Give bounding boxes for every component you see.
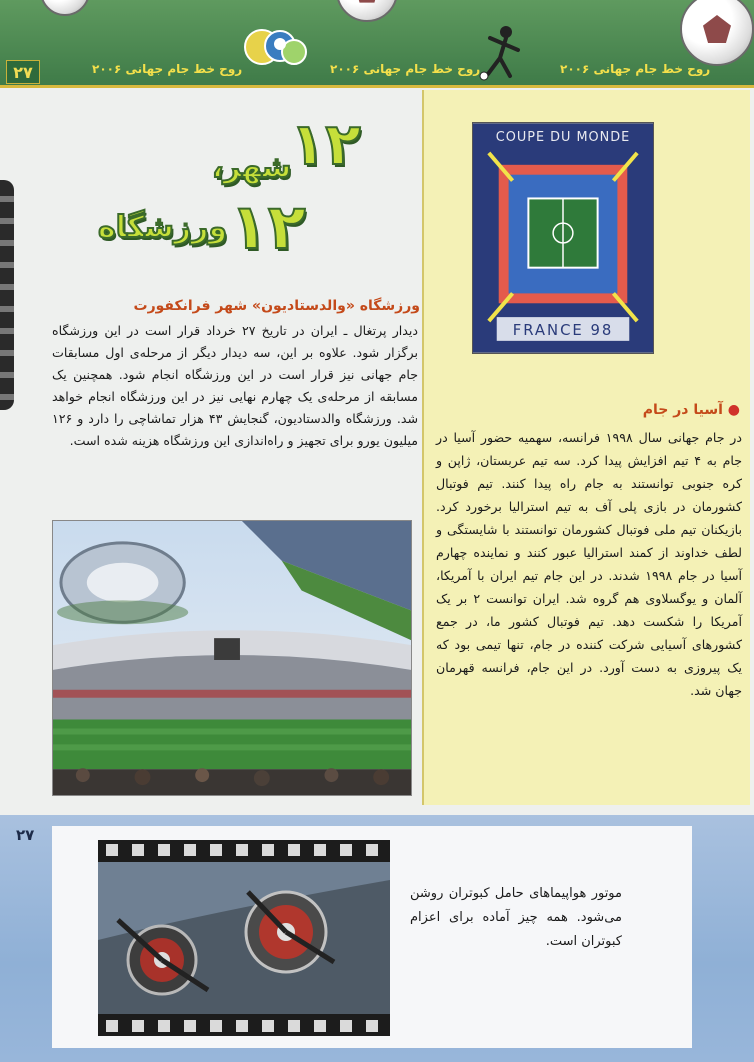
page-header [0, 0, 754, 88]
title-line1-word: شهر، [212, 150, 292, 185]
soccer-ball-icon [680, 0, 754, 66]
stadium-article-body: دیدار پرتغال ـ ایران در تاریخ ۲۷ خرداد قرار است در این ورزشگاه برگزار شود. علاوه بر این، سه دیدار دیگر از مرحله‌ی اول مسابقات جام جهانی نیز قرار است در این ورزشگاه انجام شود. همچنین یک مسابقه از مرحله‌ی یک چهارم نهایی نیز در این ورزشگاه انجام خواهد شد. ورزشگاه والدستادیون، گنجایش ۴۳ هزار تماشاچی را دارد و ۱۲۶ میلیون یورو برای تجهیز و راه‌اندازی این ورزشگاه هزینه شده است. [52, 323, 419, 448]
title-line2-number: ۱۲ [230, 190, 306, 263]
stadium-photo [52, 520, 412, 796]
title-line1-number: ۱۲ [290, 110, 361, 178]
asia-article-heading [440, 402, 740, 418]
poster-bottom-text: FRANCE 98 [512, 321, 614, 339]
bottom-caption: موتور هواپیماهای حامل کبوتران روشن می‌شود. همه چیز آماده برای اعزام کبوتران است. [410, 886, 622, 949]
asia-heading-text: آسیا در جام [642, 402, 723, 418]
soccer-ball-icon [40, 0, 90, 16]
bullet-icon: ● [727, 402, 740, 418]
soccer-ball-icon [336, 0, 398, 22]
page-number: ۲۷ [6, 60, 40, 84]
world-cup-logo-icon [240, 22, 310, 72]
stadium-article-heading: ورزشگاه «والدستادیون» شهر فرانکفورت [133, 298, 420, 314]
header-strip-left: روح خط جام جهانی ۲۰۰۶ [92, 62, 243, 76]
title-line2-word: ورزشگاه [98, 210, 228, 245]
header-strip-right: روح خط جام جهانی ۲۰۰۶ [560, 62, 711, 76]
left-edge-decoration [0, 180, 14, 410]
page-title [90, 110, 380, 280]
soccer-player-icon [476, 24, 526, 88]
france-98-poster [472, 122, 654, 354]
asia-article-body: در جام جهانی سال ۱۹۹۸ فرانسه، سهمیه حضور آسیا در جام به ۴ تیم افزایش پیدا کرد. سه تیم عربستان، ژاپن و کره جنوبی توانستند به جام راه پیدا کنند. تیم فوتبال کشورمان در بازی پلی آف به تیم استرالیا برخورد کرد. بازیکنان تیم ملی فوتبال کشورمان توانستند با شایستگی و لطف خداوند از کمند استرالیا عبور کنند و نماینده چهارم آسیا در جام ۱۹۹۸ شدند. در این جام تیم ایران با آمریکا، آلمان و یوگسلاوی هم گروه شد. ایران توانست ۲ بر یک آمریکا را شکست دهد. تیم فوتبال کشور ما، در جمع کشورهای آسیایی شرکت کننده در جام، تنها تیمی بود که یک پیروزی به دست آورد. در این جام، فرانسه قهرمان جهان شد. [436, 430, 743, 698]
poster-top-text: COUPE DU MONDE [495, 130, 631, 146]
bottom-page-number: ۲۷ [16, 826, 35, 844]
airplane-engine-film-frame [98, 840, 390, 1036]
header-strip-middle: روح خط جام جهانی ۲۰۰۶ [330, 62, 481, 76]
